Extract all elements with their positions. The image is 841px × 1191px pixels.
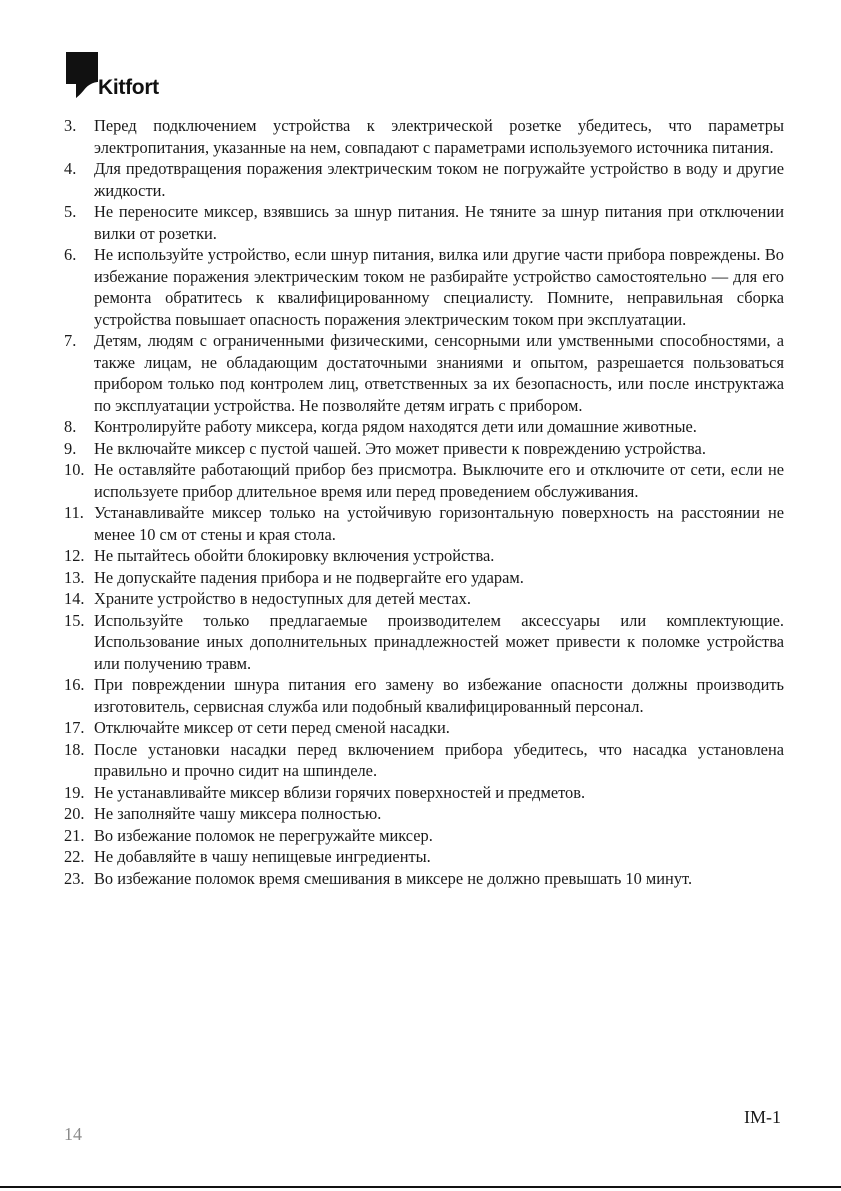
item-text: Не используйте устройство, если шнур питания, вилка или другие части прибора повреждены. Во избежание поражения электрическим током не разбирайте устройство самостоятельно — для его ремонта обратитесь к квалифицированному специалисту. Помните, неправильная сборка устройства повышает опасность поражения электрическим током при эксплуатации. bbox=[94, 245, 784, 329]
kitfort-logo-icon bbox=[66, 52, 98, 98]
list-item bbox=[64, 782, 784, 804]
item-number: 23. bbox=[64, 868, 85, 888]
item-text: Не допускайте падения прибора и не подвергайте его ударам. bbox=[94, 567, 524, 587]
item-text: Отключайте миксер от сети перед сменой насадки. bbox=[94, 718, 450, 737]
item-text: Храните устройство в недоступных для детей местах. bbox=[94, 589, 471, 608]
item-text: Не включайте миксер с пустой чашей. Это может привести к повреждению устройства. bbox=[94, 438, 706, 458]
brand-name: Kitfort bbox=[98, 76, 159, 99]
safety-instructions-list bbox=[64, 115, 784, 889]
item-text: Используйте только предлагаемые производителем аксессуары или комплектующие. Использование иных дополнительных принадлежностей может привести к поломке устройства или получению травм. bbox=[94, 610, 784, 673]
list-item bbox=[64, 459, 784, 502]
item-number: 18. bbox=[64, 739, 85, 759]
list-item bbox=[64, 868, 784, 890]
list-item bbox=[64, 825, 784, 847]
item-number: 21. bbox=[64, 825, 85, 845]
item-text: Перед подключением устройства к электрической розетке убедитесь, что параметры электропитания, указанные на нем, совпадают с параметрами используемого источника питания. bbox=[94, 116, 784, 157]
model-label: IM-1 bbox=[744, 1107, 781, 1127]
item-text: Устанавливайте миксер только на устойчивую горизонтальную поверхность на расстоянии не менее 10 см от стены и края стола. bbox=[94, 503, 784, 544]
list-item bbox=[64, 803, 784, 825]
item-text: Не устанавливайте миксер вблизи горячих поверхностей и предметов. bbox=[94, 782, 586, 802]
item-text: Детям, людям с ограниченными физическими, сенсорными или умственными способностями, а также лицам, не обладающим достаточными знаниями и опытом, разрешается пользоваться прибором только под контролем лиц, ответственных за их безопасность, или после инструктажа по эксплуатации устройства. Не позволяйте детям играть с прибором. bbox=[94, 331, 784, 415]
item-number: 3. bbox=[64, 116, 77, 135]
brand-logo bbox=[66, 52, 159, 98]
item-number: 22. bbox=[64, 847, 85, 866]
item-number: 4. bbox=[64, 159, 77, 178]
page-number: 14 bbox=[64, 1124, 82, 1144]
item-text: Не переносите миксер, взявшись за шнур питания. Не тяните за шнур питания при отключении вилки от розетки. bbox=[94, 202, 784, 243]
item-number: 16. bbox=[64, 675, 85, 694]
item-number: 13. bbox=[64, 567, 85, 587]
item-text: При повреждении шнура питания его замену во избежание опасности должны производить изготовитель, сервисная служба или подобный квалифицированный персонал. bbox=[94, 675, 784, 716]
item-number: 17. bbox=[64, 718, 85, 737]
item-number: 9. bbox=[64, 438, 77, 458]
item-number: 6. bbox=[64, 245, 77, 264]
item-number: 5. bbox=[64, 202, 77, 221]
item-text: Во избежание поломок не перегружайте миксер. bbox=[94, 825, 433, 845]
list-item bbox=[64, 610, 784, 675]
list-item bbox=[64, 567, 784, 589]
item-text: Не заполняйте чашу миксера полностью. bbox=[94, 804, 382, 823]
list-item bbox=[64, 545, 784, 567]
list-item bbox=[64, 201, 784, 244]
list-item bbox=[64, 739, 784, 782]
item-text: После установки насадки перед включением прибора убедитесь, что насадка установлена правильно и прочно сидит на шпинделе. bbox=[94, 739, 784, 780]
list-item bbox=[64, 846, 784, 868]
list-item bbox=[64, 115, 784, 158]
list-item bbox=[64, 244, 784, 330]
item-number: 20. bbox=[64, 804, 85, 823]
item-text: Не добавляйте в чашу непищевые ингредиенты. bbox=[94, 847, 431, 866]
item-number: 10. bbox=[64, 460, 85, 479]
item-text: Для предотвращения поражения электрическим током не погружайте устройство в воду и другие жидкости. bbox=[94, 159, 784, 200]
item-number: 11. bbox=[64, 503, 84, 522]
item-text: Контролируйте работу миксера, когда рядом находятся дети или домашние животные. bbox=[94, 417, 697, 436]
list-item bbox=[64, 502, 784, 545]
list-item bbox=[64, 674, 784, 717]
item-number: 19. bbox=[64, 782, 85, 802]
item-number: 12. bbox=[64, 546, 85, 565]
list-item bbox=[64, 438, 784, 460]
bottom-divider bbox=[0, 1186, 841, 1188]
list-item bbox=[64, 158, 784, 201]
item-number: 7. bbox=[64, 331, 77, 350]
list-item bbox=[64, 588, 784, 610]
item-text: Не пытайтесь обойти блокировку включения устройства. bbox=[94, 546, 495, 565]
item-number: 15. bbox=[64, 610, 85, 630]
item-number: 14. bbox=[64, 589, 85, 608]
list-item bbox=[64, 717, 784, 739]
item-text: Во избежание поломок время смешивания в миксере не должно превышать 10 минут. bbox=[94, 868, 693, 888]
list-item bbox=[64, 330, 784, 416]
list-item bbox=[64, 416, 784, 438]
item-number: 8. bbox=[64, 417, 77, 436]
item-text: Не оставляйте работающий прибор без присмотра. Выключите его и отключите от сети, если не используете прибор длительное время или перед проведением обслуживания. bbox=[94, 460, 784, 501]
